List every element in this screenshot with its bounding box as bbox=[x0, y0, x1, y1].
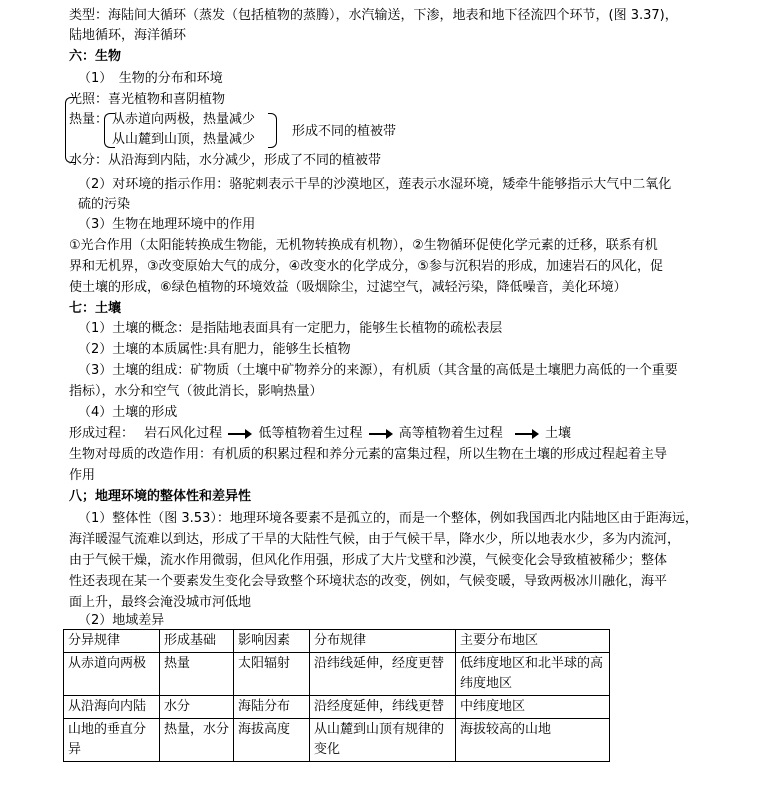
text-line: （1）土壤的概念：是指陆地表面具有一定肥力，能够生长植物的疏松表层 bbox=[78, 321, 503, 336]
subsection-title: （3）生物在地理环境中的作用 bbox=[78, 217, 256, 232]
table-cell: 水分 bbox=[160, 696, 234, 719]
text-line: 由于气候干燥，流水作用微弱，但风化作用强，形成了大片戈壁和沙漠，气候变化会导致植被稀少；整体 bbox=[69, 553, 668, 568]
arrow-right-icon bbox=[228, 429, 252, 439]
process-line bbox=[69, 424, 571, 444]
table-cell: 沿经度延伸，纬线更替 bbox=[310, 696, 456, 719]
table-header-cell: 形成基础 bbox=[160, 630, 234, 653]
process-label: 形成过程： bbox=[69, 426, 135, 441]
process-step: 高等植物着生过程 bbox=[398, 426, 503, 441]
table-cell: 海陆分布 bbox=[234, 696, 310, 719]
text-line: （2）对环境的指示作用：骆驼刺表示干旱的沙漠地区，莲表示水湿环境，矮牵牛能够指示大气中二氧化 bbox=[78, 177, 672, 192]
text-line: ①光合作用（太阳能转换成生物能，无机物转换成有机物），②生物循环促使化学元素的迁移，联系有机 bbox=[69, 238, 658, 253]
text-line: （1）整体性（图 3.53）：地理环境各要素不是孤立的，而是一个整体，例如我国西北内陆地区由于距海远， bbox=[78, 511, 698, 526]
text-line: 界和无机界，③改变原始大气的成分，④改变水的化学成分，⑤参与沉积岩的形成，加速岩石的风化，促 bbox=[69, 259, 663, 274]
table-cell: 太阳辐射 bbox=[234, 653, 310, 696]
text-line: 硫的污染 bbox=[78, 197, 131, 212]
text-line: 性还表现在某一个要素发生变化会导致整个环境状态的改变，例如，气候变暖，导致两极冰川融化，海平 bbox=[69, 574, 668, 589]
process-step: 岩石风化过程 bbox=[144, 426, 223, 441]
section-heading-biology: 六：生物 bbox=[69, 49, 122, 64]
section-heading-soil: 七：土壤 bbox=[69, 301, 122, 316]
section-heading-environment: 八；地理环境的整体性和差异性 bbox=[69, 489, 252, 504]
text-line: （3）土壤的组成：矿物质（土壤中矿物养分的来源），有机质（其含量的高低是土壤肥力高低的一个重要 bbox=[78, 363, 678, 378]
table-cell: 沿纬线延伸，经度更替 bbox=[310, 653, 456, 696]
text-line: 光照：喜光植物和喜阴植物 bbox=[69, 92, 226, 107]
arrow-right-icon bbox=[515, 429, 539, 439]
text-line: 使土壤的形成，⑥绿色植物的环境效益（吸烟除尘，过滤空气，减轻污染，降低噪音，美化环境） bbox=[69, 280, 627, 295]
table-cell: 从山麓到山顶有规律的变化 bbox=[310, 719, 456, 762]
table-header-cell: 主要分布地区 bbox=[456, 630, 610, 653]
process-step: 土壤 bbox=[545, 426, 572, 441]
table-cell: 中纬度地区 bbox=[456, 696, 610, 719]
table-cell: 从沿海向内陆 bbox=[64, 696, 160, 719]
table-header-cell: 分布规律 bbox=[310, 630, 456, 653]
table-cell: 海拔高度 bbox=[234, 719, 310, 762]
text-line: 作用 bbox=[69, 468, 96, 483]
text-line: 从赤道向两极，热量减少 bbox=[112, 112, 256, 127]
text-line: 类型：海陆间大循环（蒸发（包括植物的蒸腾），水汽输送，下渗，地表和地下径流四个环节，(图 3.37)， bbox=[69, 8, 678, 23]
text-line: 面上升，最终会淹没城市河低地 bbox=[69, 595, 252, 610]
subsection-title: （1） 生物的分布和环境 bbox=[78, 71, 223, 86]
text-line: 海洋暖湿气流难以到达，形成了干旱的大陆性气候，由于气候干旱，降水少，所以地表水少，多为内流河， bbox=[69, 532, 681, 547]
subsection-title: （4）土壤的形成 bbox=[78, 405, 178, 420]
table-cell: 从赤道向两极 bbox=[64, 653, 160, 696]
table-cell: 山地的垂直分异 bbox=[64, 719, 160, 762]
text-line: 从山麓到山顶，热量减少 bbox=[112, 132, 256, 147]
table-row bbox=[64, 696, 610, 719]
heat-label: 热量： bbox=[69, 112, 109, 127]
table-header-row bbox=[64, 630, 610, 653]
table-cell: 热量，水分 bbox=[160, 719, 234, 762]
process-step: 低等植物着生过程 bbox=[258, 426, 363, 441]
right-brace bbox=[268, 113, 277, 148]
text-line: 指标），水分和空气（彼此消长，影响热量） bbox=[69, 384, 323, 399]
text-line: 水分：从沿海到内陆，水分减少，形成了不同的植被带 bbox=[69, 153, 382, 168]
table-cell: 海拔较高的山地 bbox=[456, 719, 610, 762]
subsection-title: （2）地域差异 bbox=[78, 613, 165, 628]
text-line: 生物对母质的改造作用：有机质的积累过程和养分元素的富集过程，所以生物在土壤的形成过程起着主导 bbox=[69, 447, 668, 462]
table-cell: 低纬度地区和北半球的高纬度地区 bbox=[456, 653, 610, 696]
table-cell: 热量 bbox=[160, 653, 234, 696]
regional-difference-table bbox=[63, 629, 610, 762]
arrow-right-icon bbox=[369, 429, 393, 439]
heat-result: 形成不同的植被带 bbox=[292, 124, 397, 139]
table-header-cell: 影响因素 bbox=[234, 630, 310, 653]
text-line: （2）土壤的本质属性:具有肥力，能够生长植物 bbox=[78, 342, 351, 357]
table-header-cell: 分异规律 bbox=[64, 630, 160, 653]
table-row bbox=[64, 653, 610, 696]
table-row bbox=[64, 719, 610, 762]
text-line: 陆地循环，海洋循环 bbox=[69, 28, 187, 43]
